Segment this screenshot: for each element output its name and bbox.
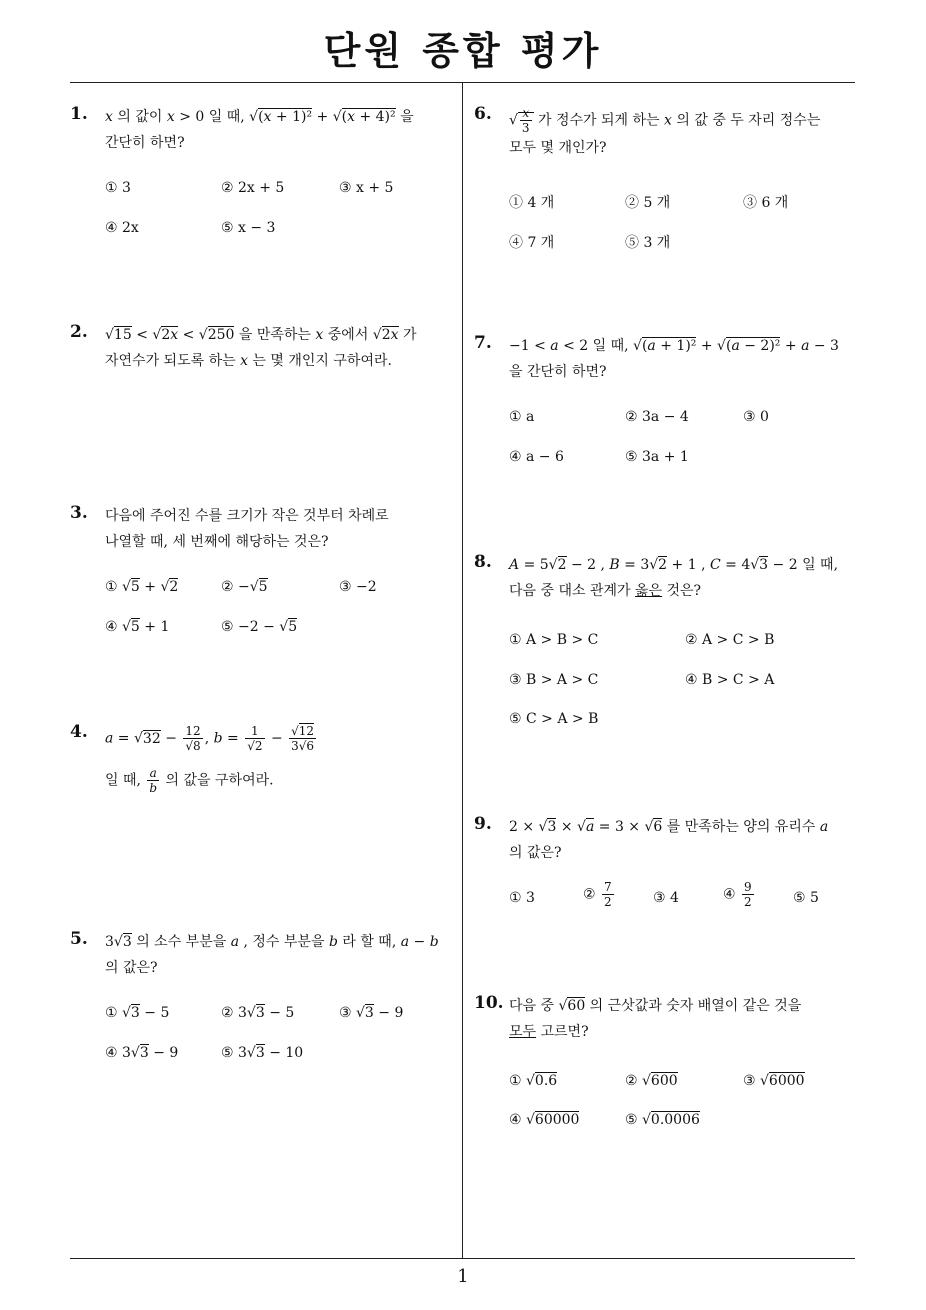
option-2[interactable]: ② −√5: [221, 579, 268, 595]
option-3[interactable]: ③ x + 5: [339, 180, 394, 196]
option-3[interactable]: ③ −2: [339, 579, 377, 595]
option-1[interactable]: ① √3 − 5: [105, 1005, 170, 1021]
option-1[interactable]: ① 3: [105, 180, 131, 196]
question-number: 4.: [70, 722, 88, 742]
option-4[interactable]: ④ a − 6: [509, 449, 564, 465]
question-5: [70, 929, 460, 1079]
option-5[interactable]: ⑤ −2 − √5: [221, 619, 298, 635]
option-2[interactable]: ② $\frac{7}{2}$: [583, 880, 612, 909]
question-4: [70, 722, 450, 802]
option-1[interactable]: ① 4 개: [509, 195, 555, 211]
question-text-line: 나열할 때, 세 번째에 해당하는 것은?: [105, 534, 329, 550]
question-9: [474, 814, 859, 934]
option-2[interactable]: ② 2x + 5: [221, 180, 285, 196]
question-number: 1.: [70, 104, 88, 124]
option-5[interactable]: ⑤ 5: [793, 890, 819, 906]
bottom-rule: [70, 1258, 855, 1259]
question-6: [474, 104, 854, 264]
option-4[interactable]: ④ B > C > A: [685, 672, 775, 688]
option-4[interactable]: ④ $\frac{9}{2}$: [723, 880, 752, 909]
option-3[interactable]: ③ √3 − 9: [339, 1005, 404, 1021]
option-1[interactable]: ① 3: [509, 890, 535, 906]
question-text-line: 다음에 주어진 수를 크기가 작은 것부터 차례로: [105, 508, 389, 524]
option-4[interactable]: ④ √60000: [509, 1112, 580, 1128]
question-text: −1 < a < 2 일 때, √(a + 1)² + √(a − 2)² + a − 3 을 간단히 하면?: [509, 338, 839, 380]
page-number: 1: [457, 1266, 469, 1287]
question-2: [70, 322, 450, 382]
question-number: 7.: [474, 333, 492, 353]
question-7: [474, 333, 854, 483]
option-4[interactable]: ④ 3√3 − 9: [105, 1045, 179, 1061]
question-number: 9.: [474, 814, 492, 834]
option-3[interactable]: ③ 0: [743, 409, 769, 425]
option-3[interactable]: ③ 4: [653, 890, 679, 906]
question-text: a = √32 − $\frac{12}{√8}$ , b = $\frac{1}{√2}$ − $\frac{√12}{3√6}$ 일 때, $\frac{a}{b}$ 의 값을 구하여라.: [105, 724, 315, 795]
column-divider: [462, 82, 463, 1258]
option-2[interactable]: ② 3√3 − 5: [221, 1005, 295, 1021]
question-number: 8.: [474, 552, 492, 572]
question-number: 6.: [474, 104, 492, 124]
page-title: 단원 종합 평가: [323, 29, 603, 73]
question-text: 다음 중 √60 의 근삿값과 숫자 배열이 같은 것을 모두 고르면?: [509, 998, 802, 1040]
question-text: A = 5√2 − 2 , B = 3√2 + 1 , C = 4√3 − 2 일 때, 다음 중 대소 관계가 옳은 것은?: [509, 557, 839, 599]
option-5[interactable]: ⑤ x − 3: [221, 220, 276, 236]
question-number: 5.: [70, 929, 88, 949]
question-text: √ $\frac{x}{3}$ 가 정수가 되게 하는 x 의 값 중 두 자리 정수는 모두 몇 개인가?: [509, 106, 821, 156]
option-2[interactable]: ② 3a − 4: [625, 409, 689, 425]
option-5[interactable]: ⑤ 3√3 − 10: [221, 1045, 304, 1061]
question-text: [105, 503, 389, 555]
question-3: [70, 503, 450, 653]
option-4[interactable]: ④ 7 개: [509, 235, 555, 251]
option-4[interactable]: ④ √5 + 1: [105, 619, 170, 635]
option-5[interactable]: ⑤ 3a + 1: [625, 449, 689, 465]
option-1[interactable]: ① A > B > C: [509, 632, 599, 648]
question-number: 3.: [70, 503, 88, 523]
option-3[interactable]: ③ √6000: [743, 1073, 805, 1089]
option-1[interactable]: ① √5 + √2: [105, 579, 179, 595]
question-text: x 의 값이 x > 0 일 때, √(x + 1)² + √(x + 4)² 을 간단히 하면?: [105, 109, 414, 151]
question-number: 10.: [474, 993, 504, 1013]
option-2[interactable]: ② 5 개: [625, 195, 671, 211]
question-10: [474, 993, 859, 1143]
option-4[interactable]: ④ 2x: [105, 220, 139, 236]
option-3[interactable]: ③ 6 개: [743, 195, 789, 211]
question-8: [474, 552, 859, 742]
option-5[interactable]: ⑤ √0.0006: [625, 1112, 700, 1128]
option-3[interactable]: ③ B > A > C: [509, 672, 599, 688]
question-text: 3√3 의 소수 부분을 a , 정수 부분을 b 라 할 때, a − b 의 값은?: [105, 934, 439, 976]
question-text: 2 × √3 × √a = 3 × √6 를 만족하는 양의 유리수 a 의 값은?: [509, 819, 829, 861]
option-2[interactable]: ② √600: [625, 1073, 678, 1089]
question-number: 2.: [70, 322, 88, 342]
option-5[interactable]: ⑤ 3 개: [625, 235, 671, 251]
option-1[interactable]: ① √0.6: [509, 1073, 558, 1089]
option-5[interactable]: ⑤ C > A > B: [509, 711, 599, 727]
option-2[interactable]: ② A > C > B: [685, 632, 775, 648]
question-1: [70, 104, 450, 254]
question-text: √15 < √2x < √250 을 만족하는 x 중에서 √2x 가 자연수가 되도록 하는 x 는 몇 개인지 구하여라.: [105, 327, 417, 369]
option-1[interactable]: ① a: [509, 409, 535, 425]
